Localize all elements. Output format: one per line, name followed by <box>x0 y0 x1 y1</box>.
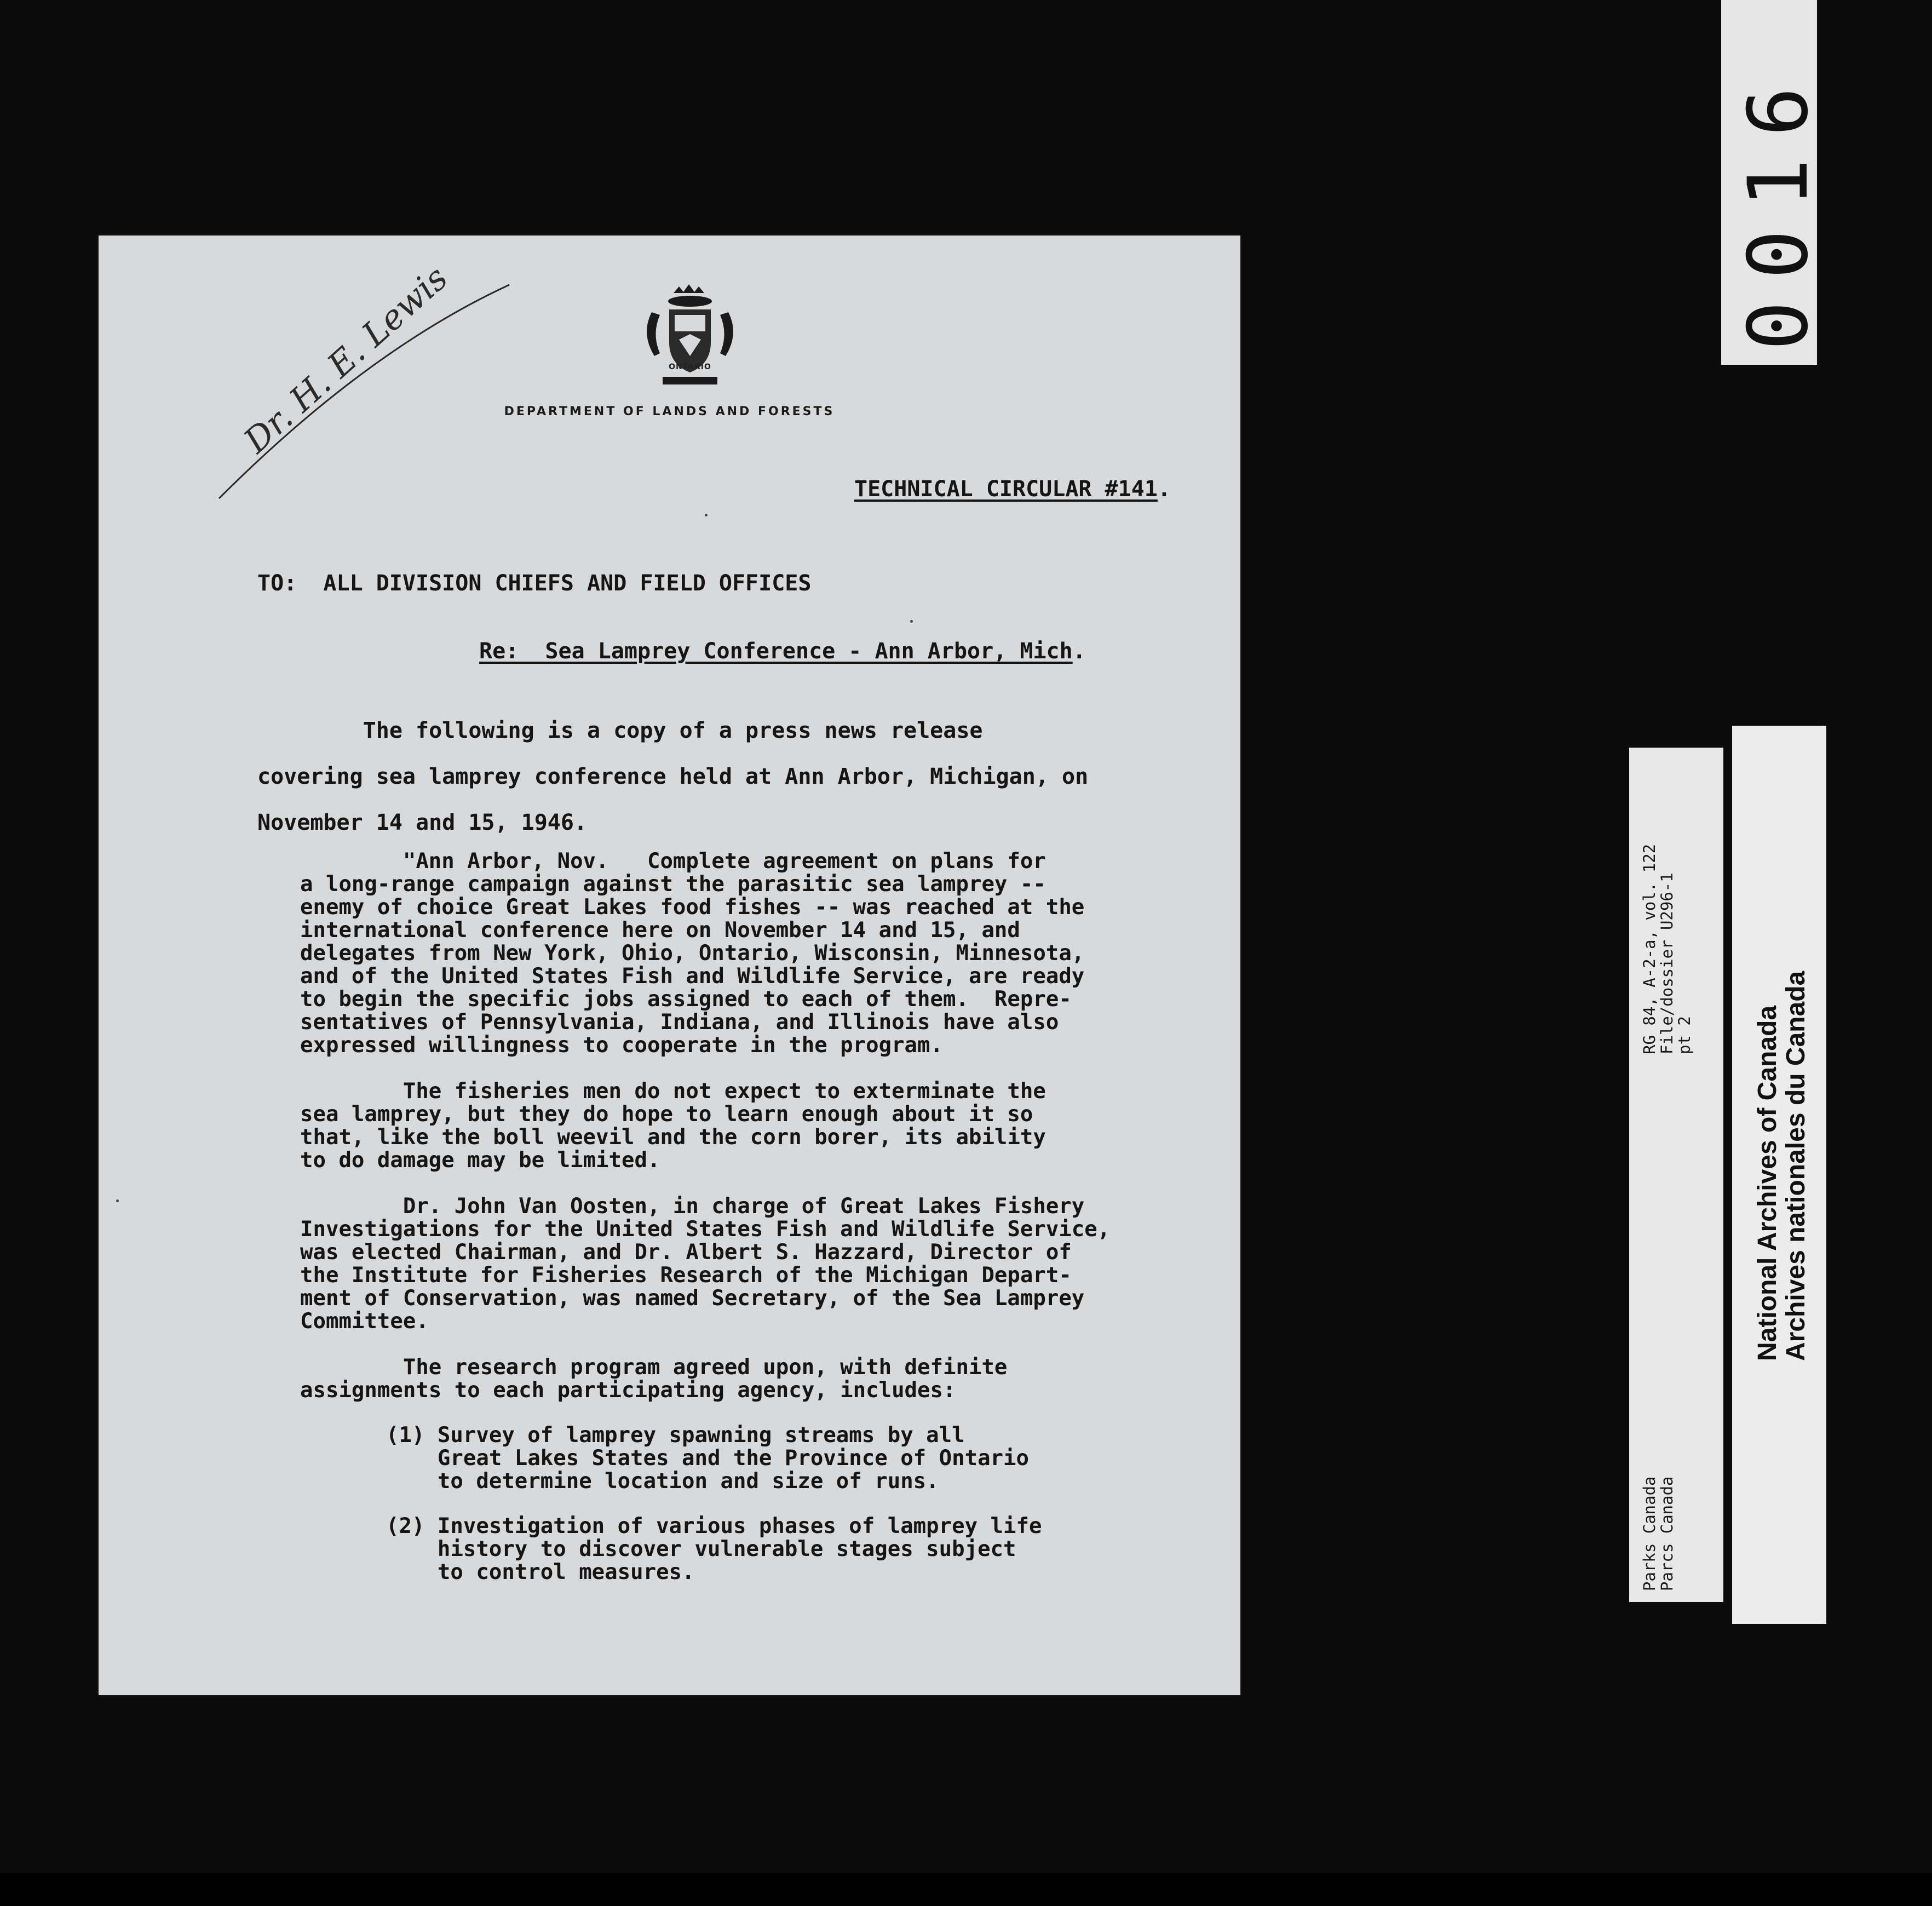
ontario-coat-of-arms <box>635 279 745 405</box>
text-line: to begin the specific jobs assigned to each of them. Repre- <box>300 987 1072 1012</box>
archive-reference-label <box>1629 748 1723 1602</box>
text-line: (1) Survey of lamprey spawning streams by all <box>386 1423 965 1448</box>
national-archives-stamp <box>1732 726 1826 1624</box>
document-page <box>99 236 1240 1695</box>
dust-speck <box>116 1199 119 1202</box>
text-line: sea lamprey, but they do hope to learn enough about it so <box>300 1102 1033 1127</box>
text-line: enemy of choice Great Lakes food fishes -- was reached at the <box>300 895 1085 920</box>
text-line: a long-range campaign against the parasitic sea lamprey -- <box>300 872 1046 897</box>
text-line: ment of Conservation, was named Secretary, of the Sea Lamprey <box>300 1286 1085 1311</box>
reference-line: pt 2 <box>1675 1016 1694 1054</box>
film-bottom-edge <box>0 1873 1932 1906</box>
archive-name-fr: Archives nationales du Canada <box>1781 971 1810 1361</box>
reference-line: File/dossier U296-1 <box>1658 872 1676 1054</box>
dust-speck <box>910 620 913 623</box>
subject-line <box>479 639 1086 664</box>
subject-prefix: Re: <box>479 639 545 664</box>
release-paragraph-4 <box>300 1356 1231 1402</box>
text-line: (2) Investigation of various phases of lamprey life <box>386 1514 1042 1538</box>
subject-text: Sea Lamprey Conference - Ann Arbor, Mich <box>545 639 1073 664</box>
text-line: expressed willingness to cooperate in the program. <box>300 1033 943 1058</box>
dust-speck <box>705 514 708 516</box>
program-item-2 <box>386 1515 1208 1584</box>
text-line: that, like the boll weevil and the corn borer, its ability <box>300 1125 1046 1150</box>
text-line: international conference here on November 14 and 15, and <box>300 918 1020 943</box>
intro-line: covering sea lamprey conference held at Ann Arbor, Michigan, on <box>257 764 1089 789</box>
text-line: The fisheries men do not expect to exterminate the <box>300 1079 1046 1104</box>
text-line: Investigations for the United States Fish and Wildlife Service, <box>300 1217 1111 1242</box>
intro-paragraph <box>257 708 1199 846</box>
archive-name-en: National Archives of Canada <box>1753 1005 1782 1361</box>
agency-line: Parcs Canada <box>1658 1476 1676 1591</box>
frame-number: 0016 <box>1731 65 1826 351</box>
text-line: Great Lakes States and the Province of Ontario <box>386 1446 1029 1471</box>
text-line: Committee. <box>300 1309 429 1334</box>
department-heading: DEPARTMENT OF LANDS AND FORESTS <box>504 405 835 418</box>
text-line: history to discover vulnerable stages subject <box>386 1537 1016 1561</box>
intro-line: The following is a copy of a press news release <box>257 718 983 743</box>
text-line: to control measures. <box>386 1560 695 1584</box>
circular-title <box>854 476 1281 502</box>
handwritten-signature <box>148 257 542 509</box>
text-line: was elected Chairman, and Dr. Albert S. Hazzard, Director of <box>300 1240 1072 1265</box>
text-line: "Ann Arbor, Nov. Complete agreement on plans for <box>300 849 1046 874</box>
release-paragraph-2 <box>300 1080 1231 1172</box>
svg-text:Dr. H. E. Lewis: Dr. H. E. Lewis <box>236 257 456 461</box>
text-line: to determine location and size of runs. <box>386 1469 939 1494</box>
addressee-line: TO: ALL DIVISION CHIEFS AND FIELD OFFICES <box>257 571 812 596</box>
subject-suffix: . <box>1072 639 1086 664</box>
program-item-1 <box>386 1424 1208 1493</box>
circular-suffix: . <box>1157 476 1171 502</box>
reference-line: RG 84, A-2-a, vol. 122 <box>1640 843 1659 1054</box>
text-line: The research program agreed upon, with definite <box>300 1355 1008 1380</box>
release-paragraph-1 <box>300 850 1231 1057</box>
text-line: Dr. John Van Oosten, in charge of Great Lakes Fishery <box>300 1194 1085 1219</box>
release-paragraph-3 <box>300 1195 1231 1333</box>
circular-number: TECHNICAL CIRCULAR #141 <box>854 476 1158 502</box>
text-line: sentatives of Pennsylvania, Indiana, and Illinois have also <box>300 1010 1059 1035</box>
text-line: assignments to each participating agency, includes: <box>300 1378 956 1403</box>
intro-line: November 14 and 15, 1946. <box>257 810 588 835</box>
text-line: and of the United States Fish and Wildlife Service, are ready <box>300 964 1085 989</box>
text-line: the Institute for Fisheries Research of the Michigan Depart- <box>300 1263 1072 1288</box>
frame-number-tag <box>1721 0 1826 365</box>
agency-line: Parks Canada <box>1640 1476 1659 1591</box>
crest-label: ONTARIO <box>669 363 711 371</box>
text-line: delegates from New York, Ohio, Ontario, Wisconsin, Minnesota, <box>300 941 1085 966</box>
text-line: to do damage may be limited. <box>300 1148 660 1173</box>
